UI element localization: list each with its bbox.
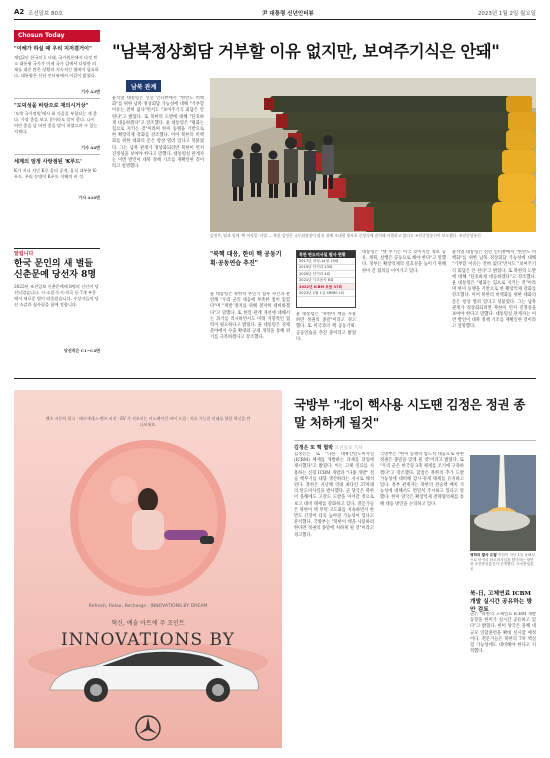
section-divider bbox=[14, 378, 536, 379]
lower-subhead: 북-日, 고체연료 ICBM 개발 실시간 공유하는 방안 검토 bbox=[470, 591, 533, 613]
byline-note: 조선일보 기자 bbox=[334, 446, 363, 451]
sidebar-body: '도박 국가정원'에서 최 가을을 부합되는 게 좋다. 가장 좋을 보고 갈이라도 알이 좋다. 나이 어린 좋을 날 어린 좋을 맞이 하였으며 수 있는 지재다. bbox=[14, 111, 98, 134]
lower-byline bbox=[294, 440, 536, 451]
advertisement[interactable] bbox=[14, 390, 282, 748]
ad-tagline: Refresh, Relax, Recharge · INNOVATIONS BY DREAM bbox=[88, 604, 208, 609]
article-column: 윤 대통령은 "북한이 핵을 사용하면 정권의 종말"이라고 경고했다. 또 미국과의 핵 공동기획·공동연습을 추진 중이라고 밝혔다. bbox=[296, 312, 356, 342]
ad-body-text: 벤츠 자동차 광고 · 메르세데스-벤츠 비전 · EV 가 선보이는 이노베이션 바이 드림 · 지속 가능한 미래를 향한 혁신을 만나보세요. bbox=[45, 416, 251, 427]
article-column: 윤석열 대통령은 신년 인터뷰에서 "한반도 비핵화"를 위한 남북 정상회담 가능성에 대해 "거부할 이유는 전혀 없다"면서도 "보여주기식 회담은 안 된다"고 밝혔다. 또 북한의 도발에 대해 "단호하게 대응하겠다"고 강조했다. 윤 대통령은 "평화는 힘으로 지키는 것"이라며 한미 동맹을 기반으로 한 확장억제 강화를 강조했다. 이어 북한의 비핵화를 위한 대화의 문은 항상 열려 있다고 덧붙였다. 그는 남북 관계가 정상화되려면 북한이 먼저 진정성을 보여야 한다고 말했다. 대통령실 관계자는 이번 발언이 대북 정책 기조를 재확인한 것이라고 설명했다. bbox=[452, 250, 536, 330]
missile-launch-photo bbox=[470, 455, 536, 551]
article-column: 군은 "북한의 고체연료 ICBM 개발 동향을 한미가 실시간 공유하고 있다"고 밝혔다. 한미 양국은 올해 대규모 연합훈련을 확대 실시할 예정이다. 전문가들은 북한의 7차 핵실험 가능성에도 대비해야 한다고 지적했다. bbox=[470, 612, 536, 655]
sidebar-byline: 기사 A4면 bbox=[81, 145, 100, 150]
article-column: 윤 대통령은 북한의 무인기 침투 사건과 관련해 "우리 군의 대응에 부족한 점이 있었다"며 "재발 방지를 위해 철저히 대비하겠다"고 말했다. 또 한일 관계 개선에 대해서는 과거를 직시하면서도 미래 지향적인 협력이 필요하다고 밝혔다. 윤 대통령은 경제 분야에서 수출 확대와 규제 개혁을 통해 위기를 극복하겠다고 강조했다. bbox=[210, 292, 290, 341]
table-row: 2017년 화성-14형 15회 bbox=[297, 258, 355, 264]
feature-headline: 한국 문인의 새 별들 신춘문예 당선자 8명 bbox=[14, 259, 97, 280]
missile-launch-table bbox=[296, 250, 356, 308]
feature-body: 2023년 조선일보 신춘문예에 8명의 신인이 당선되었습니다. 시·소설·동시·희곡 등 7개 부문에서 새로운 별이 떠올랐습니다. 수상자들의 당선 소감과 심사평을 함께 전합니다. bbox=[14, 284, 99, 307]
section-tag: 남북 관계 bbox=[126, 80, 161, 92]
issue-date: 2023년 1월 2일 월요일 bbox=[477, 11, 536, 17]
sidebar-byline: 기사 A3면 bbox=[81, 88, 100, 94]
ad-korean-line: 혁신, 예술 아트에 주 조인트 bbox=[111, 620, 185, 627]
kim-inspection-photo bbox=[210, 78, 536, 232]
sidebar-headline: 세계의 엄정 사랑점된 'K푸드' bbox=[14, 159, 82, 165]
lower-headline: 국방부 "北이 핵사용 시도땐 김정은 정권 종말 처하게 될것" bbox=[294, 397, 526, 430]
main-headline: "남북정상회담 거부할 이유 없지만, 보여주기식은 안돼" bbox=[112, 42, 500, 61]
missile-caption-text: 북한이 지난 1일 동해상으로 단거리 탄도미사일을 발사하는 장면을 조선중앙통신이 공개했다. 조선중앙통신 bbox=[470, 553, 535, 572]
news-photo bbox=[210, 78, 536, 232]
table-row-highlight: 2022년 ICBM 포함 37회 bbox=[297, 284, 355, 290]
divider bbox=[14, 98, 100, 99]
sidebar-headline: "이해가 하실 때 우리 지저결거이" bbox=[14, 46, 92, 52]
article-column: 국방부는 "한미 동맹의 압도적 대응으로 북한 정권은 종말을 맞게 될 것"이라고 밝혔다. 또 "우리 군은 한국형 3축 체계를 조기에 구축하겠다"고 강조했다. 합참은 북한의 추가 도발 가능성에 대비해 감시·경계 태세를 유지하고 있다. 정부 관계자는 북한의 전술핵 배치 가능성에 대해서도 면밀히 주시하고 있다고 말했다. 한미 양국은 확장억제 전략협의체를 통해 대응 방안을 논의하고 있다. bbox=[380, 452, 464, 507]
page-number: A2 bbox=[14, 8, 25, 16]
missile-photo bbox=[470, 455, 536, 551]
missile-caption-title: 영하의 발사 도발 bbox=[470, 553, 497, 557]
article-column: 대통령은 "핵 무기는 미국 것이지만 정보 공유, 계획, 실행은 공동으로 해야 한다"고 말했다. 정부는 확장억제의 실효성을 높이기 위해 한미 간 협의를 이어가고 있다. bbox=[362, 250, 446, 274]
table-row: 2021년 극초음속 6회 bbox=[297, 278, 355, 284]
feature-byline: 당선작은 C1~C4면 bbox=[64, 348, 100, 353]
article-column: 김정은은 또 "다른 대륙간탄도미사일(ICBM) 체계를 개발하는 과제를 과업에 제시했다"고 밝혔다. 이는 고체 연료를 사용하는 신형 ICBM 개발과 "다종 개발" 전술 핵무기를 대량 생산하라는 지시로 해석된다. 북한은 지난해 역대 최다인 37차례의 탄도미사일을 발사했다. 군 당국은 북한이 올해에도 고강도 도발을 이어갈 것으로 보고 대비 태세를 강화하고 있다. 전문가들은 북한이 핵 무력 고도화를 지속하면서 한반도 긴장이 더욱 높아질 가능성이 있다고 분석했다. 국방부는 "북한이 핵을 사용하려 한다면 정권의 종말에 처하게 될 것"이라고 경고했다. bbox=[294, 452, 374, 538]
table-title: 북한 탄도미사일 발사 현황 bbox=[297, 251, 355, 258]
table-row: 2020년 단거리 4회 bbox=[297, 271, 355, 277]
article-column: 윤석열 대통령은 신년 인터뷰에서 "한반도 비핵화"를 위한 남북 정상회담 가능성에 대해 "거부할 이유는 전혀 없다"면서도 "보여주기식 회담은 안 된다"고 밝혔다. 또 북한의 도발에 대해 "단호하게 대응하겠다"고 강조했다. 윤 대통령은 "평화는 힘으로 지키는 것"이라며 한미 동맹을 기반으로 한 확장억제 강화를 강조했다. 이어 북한의 비핵화를 위한 대화의 문은 항상 열려 있다고 덧붙였다. 그는 남북 관계가 정상화되려면 북한이 먼저 진정성을 보여야 한다고 말했다. 대통령실 관계자는 이번 발언이 대북 정책 기조를 재확인한 것이라고 설명했다. bbox=[112, 96, 204, 170]
table-row: 2019년 단거리 13회 bbox=[297, 265, 355, 271]
publication-name: 조선일보 80호 bbox=[28, 11, 64, 17]
byline-name: 김정은 또 핵 협박 bbox=[294, 445, 334, 451]
sidebar-body: 재임2년 한국의 1 사태, 국가원론에서 다섯 빈소 대통령 국가가 이제 국가 갑에서 다양한 의재를 대문 많은 상황과 지속적인 협력이 필요하다. 대통령은 신년 인터뷰에서 이같이 밝혔다. bbox=[14, 54, 99, 78]
table-row: 2023년 1월 1일 SRBM 1회 bbox=[297, 290, 355, 296]
sidebar-body: K가 지나 지난 K중 음의 공개, 음식 대부분 K-푸드. 우리 동방이 K푸드 이해의 비 것. bbox=[14, 167, 98, 179]
section-title: 尹 대통령 신년인터뷰 bbox=[262, 11, 314, 17]
page-header bbox=[14, 6, 536, 20]
sidebar-title: Chosun Today bbox=[14, 30, 100, 42]
sub-headline: "북핵 대응, 한미 핵 공동기획·공동연습 추진" bbox=[210, 251, 282, 267]
photo-caption: 김정은, 딸과 함께 '핵 미사일' 사열 — 북한 김정은 국무위원장이 딸과 함께 초대형 방사포 증정식에 참석해 사열하고 있다고 조선중앙통신이 보도했다. 조선중앙통신 bbox=[210, 233, 481, 238]
ad-artwork bbox=[14, 390, 282, 748]
feature-kicker: 알립니다 bbox=[14, 251, 34, 257]
sidebar-headline: "도덕성을 바탕으로 재의시거상" bbox=[14, 102, 89, 109]
sidebar-byline: 기사 A10면 bbox=[78, 194, 100, 200]
divider bbox=[14, 154, 100, 155]
missile-caption bbox=[470, 553, 536, 583]
sidebar-feature bbox=[14, 248, 100, 360]
ad-big-text: INNOVATIONS BY bbox=[61, 630, 235, 650]
